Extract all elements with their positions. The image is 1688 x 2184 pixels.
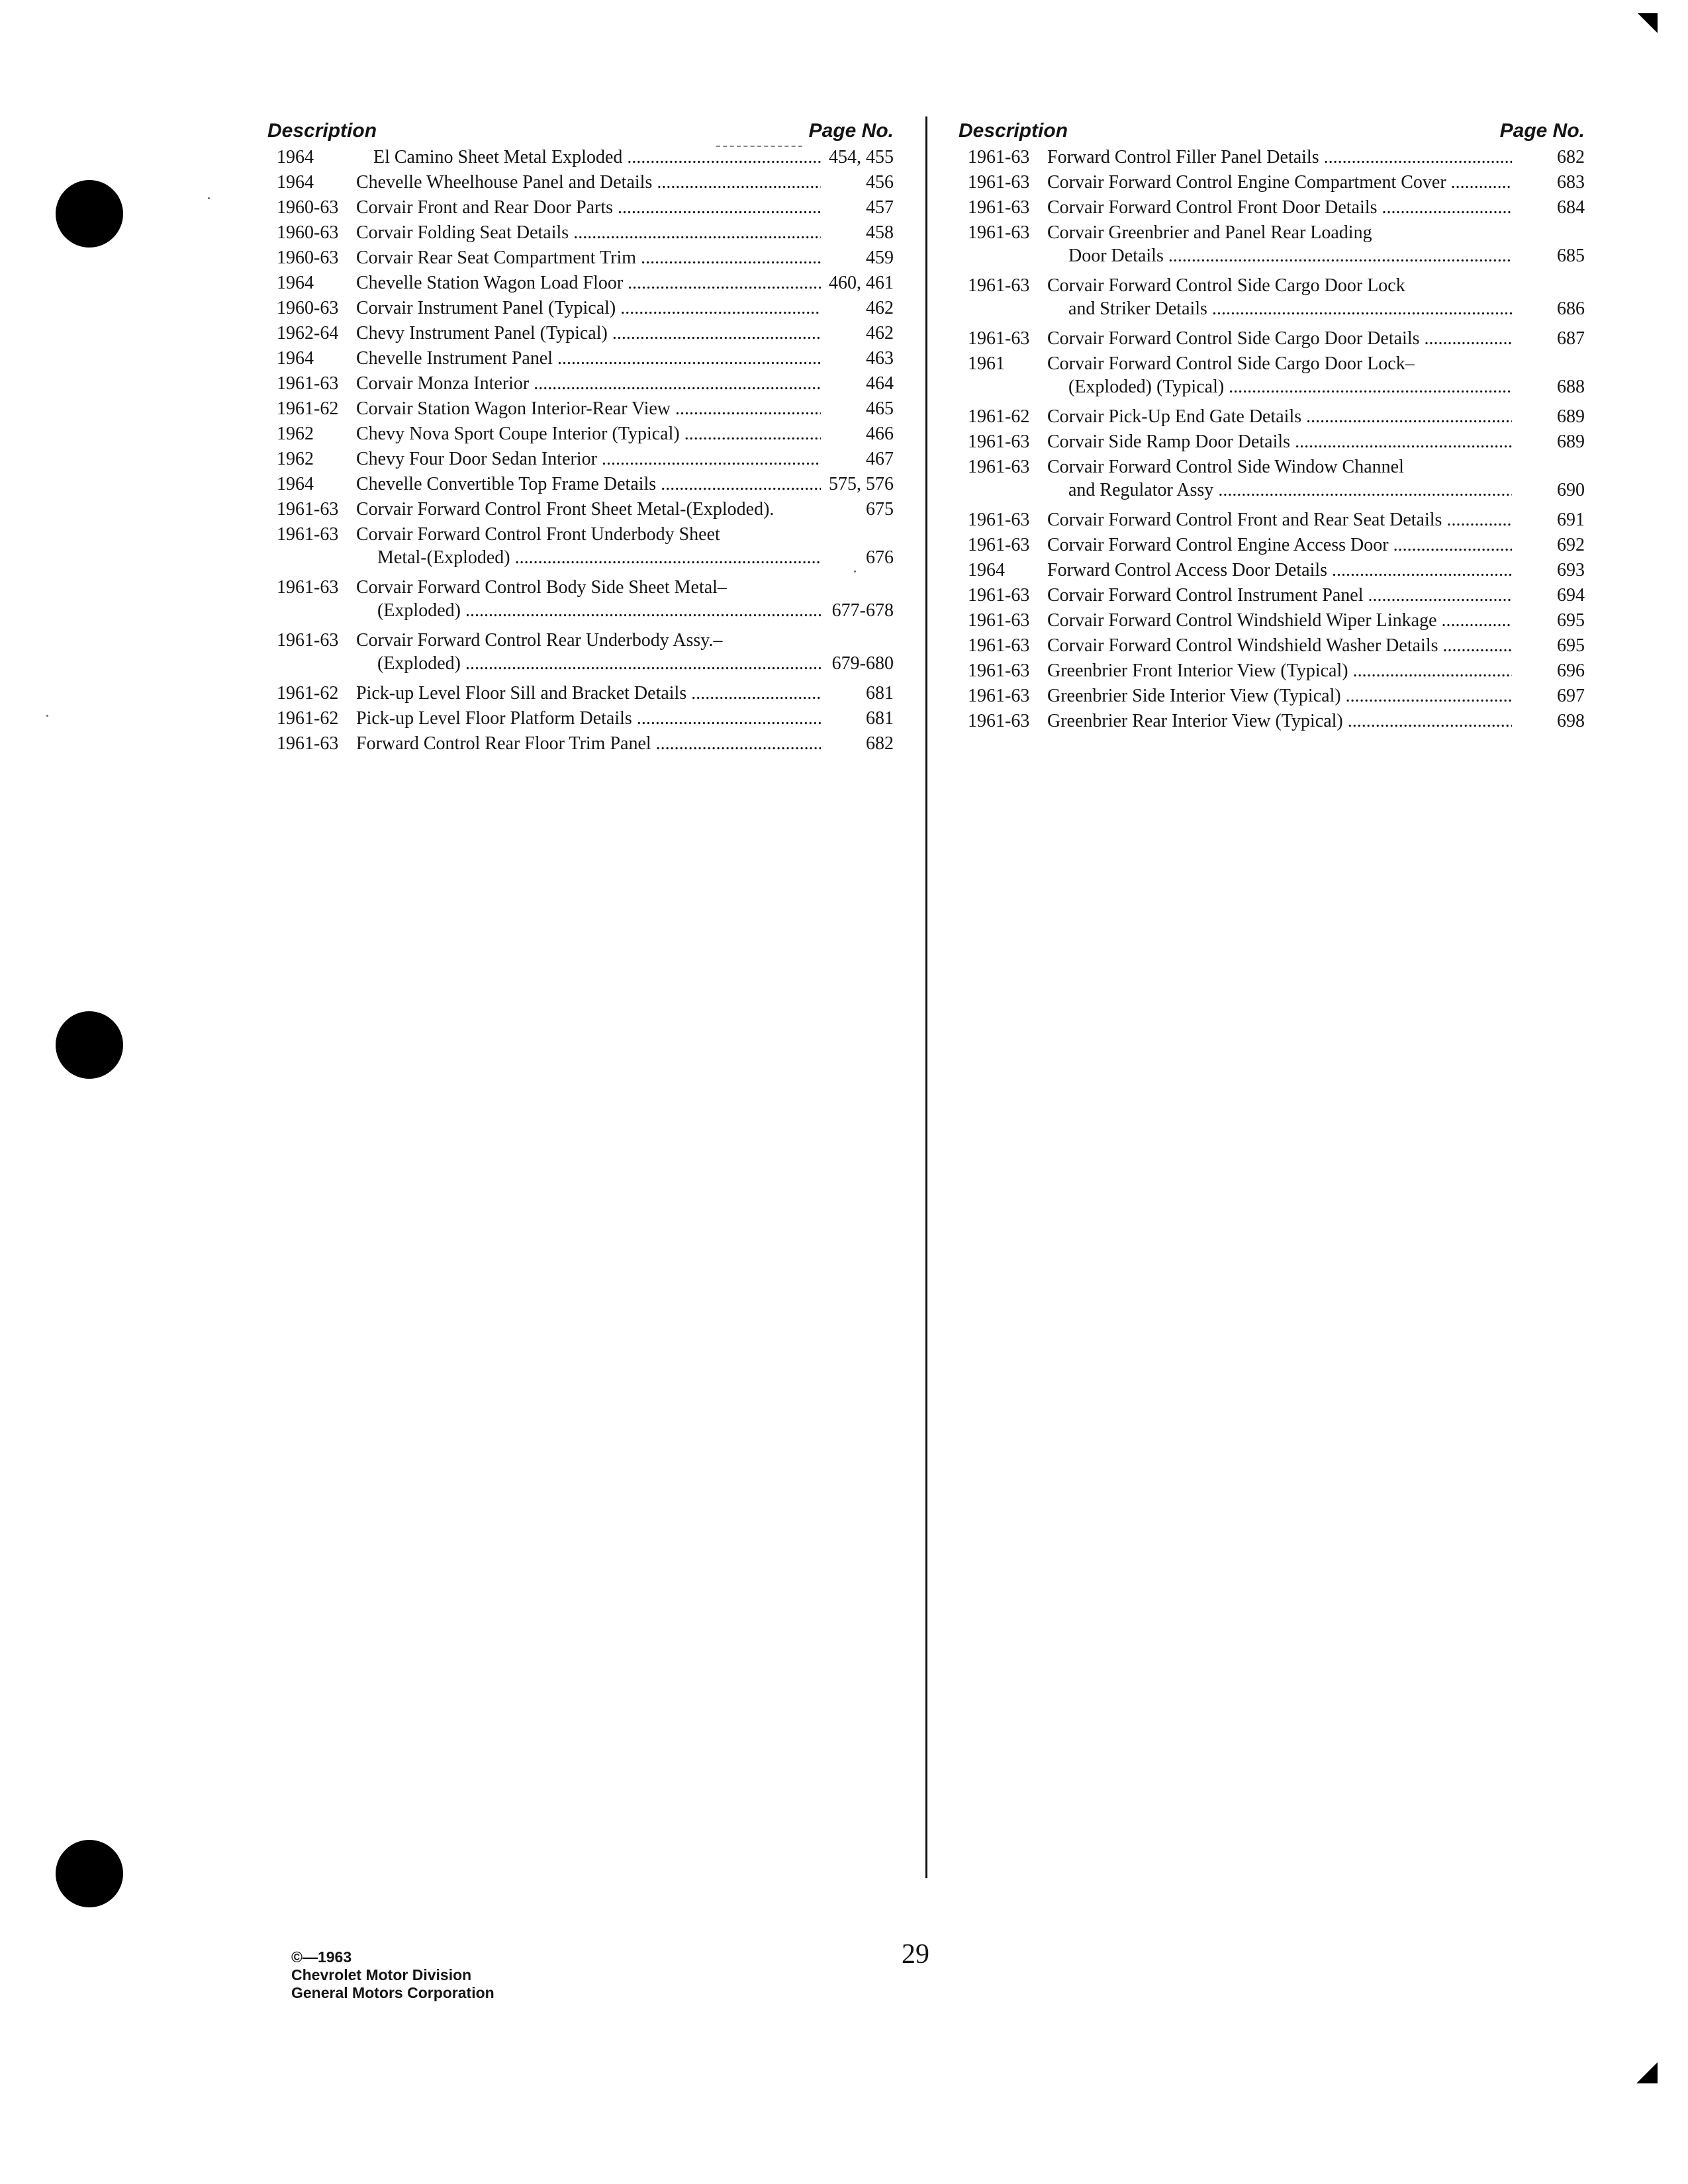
index-entry <box>959 684 1585 707</box>
page-no-heading: Page No. <box>808 120 894 142</box>
entry-description <box>356 347 821 370</box>
entry-description <box>1047 659 1512 682</box>
entry-description <box>1047 684 1512 707</box>
entry-description <box>1047 455 1512 502</box>
entry-description <box>356 271 821 295</box>
entry-description-line: Corvair Forward Control Engine Access Door ..... <box>1047 533 1512 557</box>
entry-description-line: Greenbrier Rear Interior View (Typical) ..... <box>1047 709 1512 733</box>
entry-description-line: Chevy Nova Sport Coupe Interior (Typical) ..... <box>356 422 821 445</box>
index-entry <box>267 473 894 496</box>
entry-description <box>1047 405 1512 428</box>
index-entry <box>267 397 894 420</box>
entry-description-line: Forward Control Rear Floor Trim Panel ..... <box>356 732 821 755</box>
entry-description-line: Corvair Rear Seat Compartment Trim ..... <box>356 246 821 269</box>
entry-description-line: Pick-up Level Floor Platform Details ..... <box>356 707 821 730</box>
entry-description-line: Corvair Pick-Up End Gate Details ..... <box>1047 405 1512 428</box>
index-entry <box>267 322 894 345</box>
entry-description <box>1047 430 1512 453</box>
entry-year: 1960-63 <box>277 298 339 318</box>
entry-description <box>356 473 821 496</box>
index-entries <box>959 146 1585 733</box>
entry-description-line: and Regulator Assy ..... <box>1047 478 1512 502</box>
entry-year: 1961-63 <box>968 172 1030 193</box>
entry-description <box>1047 508 1512 531</box>
punch-hole-bottom <box>56 1840 123 1907</box>
index-entry <box>267 707 894 730</box>
entry-description <box>356 732 821 755</box>
column-header <box>267 116 894 146</box>
index-entry <box>267 196 894 219</box>
index-entry <box>959 146 1585 169</box>
entry-year: 1961-63 <box>968 686 1030 706</box>
column-divider <box>925 116 927 1878</box>
entry-page-number: 454, 455 <box>829 147 894 167</box>
entry-year: 1961-63 <box>968 197 1030 218</box>
index-entry <box>959 609 1585 632</box>
entry-page-number: 458 <box>866 222 894 243</box>
index-entry <box>959 584 1585 607</box>
entry-page-number: 688 <box>1557 377 1585 397</box>
entry-year: 1961-63 <box>968 535 1030 555</box>
punch-hole-top <box>56 180 123 248</box>
entry-year: 1961-63 <box>277 630 339 651</box>
index-entry <box>959 634 1585 657</box>
entry-page-number: 681 <box>866 683 894 704</box>
entry-description-line: Corvair Front and Rear Door Parts ..... <box>356 196 821 219</box>
index-entry <box>267 732 894 755</box>
entry-page-number: 682 <box>866 733 894 754</box>
index-entry <box>267 576 894 622</box>
index-entry <box>267 629 894 675</box>
entry-page-number: 466 <box>866 424 894 444</box>
entry-year: 1961-62 <box>277 398 339 419</box>
entry-page-number: 463 <box>866 348 894 369</box>
entry-description <box>1047 609 1512 632</box>
entry-description-line: Chevy Instrument Panel (Typical) ..... <box>356 322 821 345</box>
index-entry <box>267 347 894 370</box>
entry-description-line: (Exploded) ..... <box>356 599 821 622</box>
entry-description-line: Corvair Forward Control Windshield Washer Details ..... <box>1047 634 1512 657</box>
entry-year: 1961-63 <box>277 733 339 754</box>
entry-page-number: 676 <box>866 547 894 568</box>
entry-description-line: Corvair Greenbrier and Panel Rear Loading <box>1047 222 1372 243</box>
entry-page-number: 683 <box>1557 172 1585 193</box>
entry-year: 1961-63 <box>968 275 1030 296</box>
entry-page-number: 575, 576 <box>829 474 894 494</box>
page-no-heading: Page No. <box>1499 120 1585 142</box>
index-entry <box>267 171 894 194</box>
entry-year: 1961-63 <box>277 524 339 545</box>
entry-page-number: 686 <box>1557 298 1585 319</box>
entry-page-number: 462 <box>866 298 894 318</box>
entry-description <box>1047 146 1512 169</box>
entry-description <box>356 246 821 269</box>
entry-page-number: 695 <box>1557 635 1585 656</box>
entry-description <box>1047 327 1512 350</box>
index-entry <box>959 274 1585 320</box>
entry-page-number: 695 <box>1557 610 1585 631</box>
entry-page-number: 457 <box>866 197 894 218</box>
entry-year: 1961-63 <box>968 457 1030 477</box>
index-entry <box>959 508 1585 531</box>
entry-description-line: Corvair Forward Control Front and Rear Seat Details ..... <box>1047 508 1512 531</box>
entry-description-line: Corvair Forward Control Rear Underbody Assy.– <box>356 630 723 651</box>
entry-description-line: Corvair Forward Control Windshield Wiper Linkage ..... <box>1047 609 1512 632</box>
index-column-left <box>267 116 894 757</box>
entry-year: 1961-63 <box>277 577 339 598</box>
index-entry <box>959 352 1585 398</box>
index-entry <box>267 246 894 269</box>
entry-year: 1964 <box>277 172 314 193</box>
index-entry <box>959 196 1585 219</box>
corner-mark-top-right <box>1638 13 1658 33</box>
entry-description <box>1047 352 1512 398</box>
entry-description <box>1047 274 1512 320</box>
entry-description-line: Chevy Four Door Sedan Interior ..... <box>356 447 821 471</box>
entry-description-line: Corvair Side Ramp Door Details ..... <box>1047 430 1512 453</box>
entry-page-number: 467 <box>866 449 894 469</box>
index-entry <box>267 271 894 295</box>
entry-description-line: Corvair Forward Control Front Door Details ..... <box>1047 196 1512 219</box>
entry-description <box>356 296 821 320</box>
entry-description-line: Corvair Folding Seat Details ..... <box>356 221 821 244</box>
entry-year: 1961-62 <box>277 683 339 704</box>
entry-description <box>356 196 821 219</box>
entry-page-number: 691 <box>1557 510 1585 530</box>
index-entry <box>959 405 1585 428</box>
copyright-corporation: General Motors Corporation <box>291 1984 494 2001</box>
entry-description <box>356 221 821 244</box>
entry-year: 1961-63 <box>968 610 1030 631</box>
entry-year: 1964 <box>277 273 314 293</box>
entry-description-line: El Camino Sheet Metal Exploded ..... <box>373 146 821 169</box>
entry-page-number: 681 <box>866 708 894 729</box>
index-entry <box>267 498 894 521</box>
entry-page-number: 687 <box>1557 328 1585 349</box>
entry-description-line: Corvair Forward Control Body Side Sheet Metal– <box>356 577 727 598</box>
entry-description-line: Corvair Forward Control Side Cargo Door Details ..... <box>1047 327 1512 350</box>
entry-page-number: 685 <box>1557 246 1585 266</box>
entry-description-line: Chevelle Instrument Panel ..... <box>356 347 821 370</box>
entry-year: 1960-63 <box>277 197 339 218</box>
entry-year: 1964 <box>277 348 314 369</box>
copyright-block <box>291 1948 494 2002</box>
corner-mark-bottom-right <box>1636 2062 1658 2083</box>
index-entries <box>267 146 894 755</box>
entry-description-line: Corvair Forward Control Front Sheet Metal-(Exploded). <box>356 499 774 520</box>
index-entry <box>959 171 1585 194</box>
entry-description-line: Greenbrier Side Interior View (Typical) ..... <box>1047 684 1512 707</box>
entry-description-line: Greenbrier Front Interior View (Typical) ..... <box>1047 659 1512 682</box>
entry-description <box>1047 196 1512 219</box>
copyright-division: Chevrolet Motor Division <box>291 1966 472 1983</box>
index-entry <box>267 682 894 705</box>
entry-page-number: 459 <box>866 248 894 268</box>
entry-description <box>1047 533 1512 557</box>
entry-description-line: Corvair Monza Interior ..... <box>356 372 821 395</box>
entry-description-line: Pick-up Level Floor Sill and Bracket Details ..... <box>356 682 821 705</box>
entry-page-number: 692 <box>1557 535 1585 555</box>
entry-description <box>356 498 821 521</box>
entry-description <box>356 171 821 194</box>
entry-description-line: Corvair Forward Control Instrument Panel ..... <box>1047 584 1512 607</box>
entry-year: 1964 <box>277 147 314 167</box>
entry-year: 1961-62 <box>277 708 339 729</box>
copyright-year: ©—1963 <box>291 1948 352 1966</box>
entry-year: 1964 <box>277 474 314 494</box>
index-column-right <box>959 116 1585 735</box>
entry-description-line: Forward Control Filler Panel Details ..... <box>1047 146 1512 169</box>
entry-description <box>356 576 821 622</box>
punch-hole-middle <box>56 1011 123 1079</box>
entry-description <box>356 372 821 395</box>
entry-page-number: 693 <box>1557 560 1585 580</box>
index-entry <box>959 709 1585 733</box>
entry-description-line: Corvair Instrument Panel (Typical) ..... <box>356 296 821 320</box>
entry-page-number: 694 <box>1557 585 1585 606</box>
entry-year: 1961-63 <box>968 635 1030 656</box>
entry-page-number: 460, 461 <box>829 273 894 293</box>
entry-page-number: 698 <box>1557 711 1585 731</box>
entry-description <box>356 707 821 730</box>
index-entry <box>267 422 894 445</box>
index-entry <box>959 455 1585 502</box>
index-entry <box>267 146 894 169</box>
entry-description <box>1047 171 1512 194</box>
entry-page-number: 682 <box>1557 147 1585 167</box>
entry-description <box>356 447 821 471</box>
index-entry <box>267 372 894 395</box>
entry-description-line: (Exploded) (Typical) ..... <box>1047 375 1512 398</box>
entry-page-number: 465 <box>866 398 894 419</box>
entry-page-number: 684 <box>1557 197 1585 218</box>
entry-description-line: Corvair Forward Control Engine Compartment Cover ..... <box>1047 171 1512 194</box>
index-entry <box>267 447 894 471</box>
entry-description <box>1047 709 1512 733</box>
description-heading: Description <box>959 120 1068 142</box>
entry-year: 1960-63 <box>277 222 339 243</box>
entry-year: 1961-63 <box>968 328 1030 349</box>
entry-year: 1961-63 <box>968 510 1030 530</box>
entry-description <box>1047 221 1512 267</box>
entry-description-line: and Striker Details ..... <box>1047 297 1512 320</box>
entry-year: 1961 <box>968 353 1005 374</box>
entry-description-line: Corvair Forward Control Side Window Channel <box>1047 457 1404 477</box>
entry-year: 1961-63 <box>277 499 339 520</box>
entry-page-number: 464 <box>866 373 894 394</box>
column-header <box>959 116 1585 146</box>
entry-description <box>1047 584 1512 607</box>
entry-year: 1962-64 <box>277 323 339 343</box>
entry-description-line: Metal-(Exploded) ..... <box>356 546 821 569</box>
entry-description <box>356 322 821 345</box>
entry-page-number: 675 <box>866 499 894 520</box>
entry-year: 1961-63 <box>968 432 1030 452</box>
entry-description-line: Corvair Forward Control Side Cargo Door Lock <box>1047 275 1405 296</box>
entry-description-line: Corvair Forward Control Side Cargo Door Lock– <box>1047 353 1415 374</box>
entry-page-number: 456 <box>866 172 894 193</box>
entry-year: 1961-63 <box>277 373 339 394</box>
entry-year: 1961-63 <box>968 147 1030 167</box>
entry-page-number: 462 <box>866 323 894 343</box>
entry-description-line: Chevelle Convertible Top Frame Details ..... <box>356 473 821 496</box>
entry-page-number: 679-680 <box>831 653 894 674</box>
entry-description <box>356 422 821 445</box>
index-entry <box>959 327 1585 350</box>
entry-description-line: Door Details ..... <box>1047 244 1512 267</box>
index-entry <box>267 523 894 569</box>
entry-description <box>356 146 821 169</box>
page-number: 29 <box>902 1939 929 1970</box>
entry-year: 1961-63 <box>968 660 1030 681</box>
entry-description <box>1047 634 1512 657</box>
entry-description-line: Forward Control Access Door Details ..... <box>1047 559 1512 582</box>
entry-page-number: 690 <box>1557 480 1585 500</box>
entry-year: 1964 <box>968 560 1005 580</box>
entry-description-line: Corvair Forward Control Front Underbody Sheet <box>356 524 720 545</box>
entry-year: 1961-62 <box>968 406 1030 427</box>
entry-year: 1962 <box>277 449 314 469</box>
entry-description <box>1047 559 1512 582</box>
entry-description-line: Chevelle Station Wagon Load Floor ..... <box>356 271 821 295</box>
entry-page-number: 689 <box>1557 406 1585 427</box>
index-entry <box>959 533 1585 557</box>
description-heading: Description <box>267 120 377 142</box>
entry-year: 1960-63 <box>277 248 339 268</box>
entry-description-line: Chevelle Wheelhouse Panel and Details ..... <box>356 171 821 194</box>
entry-description-line: Corvair Station Wagon Interior-Rear View ..... <box>356 397 821 420</box>
entry-year: 1961-63 <box>968 711 1030 731</box>
index-entry <box>959 430 1585 453</box>
index-entry <box>267 221 894 244</box>
entry-year: 1961-63 <box>968 585 1030 606</box>
entry-description-line: (Exploded) ..... <box>356 652 821 675</box>
entry-page-number: 689 <box>1557 432 1585 452</box>
entry-year: 1962 <box>277 424 314 444</box>
entry-year: 1961-63 <box>968 222 1030 243</box>
entry-description <box>356 682 821 705</box>
entry-description <box>356 629 821 675</box>
entry-page-number: 697 <box>1557 686 1585 706</box>
entry-description <box>356 523 821 569</box>
index-entry <box>959 221 1585 267</box>
entry-description <box>356 397 821 420</box>
index-entry <box>267 296 894 320</box>
index-entry <box>959 559 1585 582</box>
index-entry <box>959 659 1585 682</box>
entry-page-number: 696 <box>1557 660 1585 681</box>
entry-page-number: 677-678 <box>831 600 894 621</box>
